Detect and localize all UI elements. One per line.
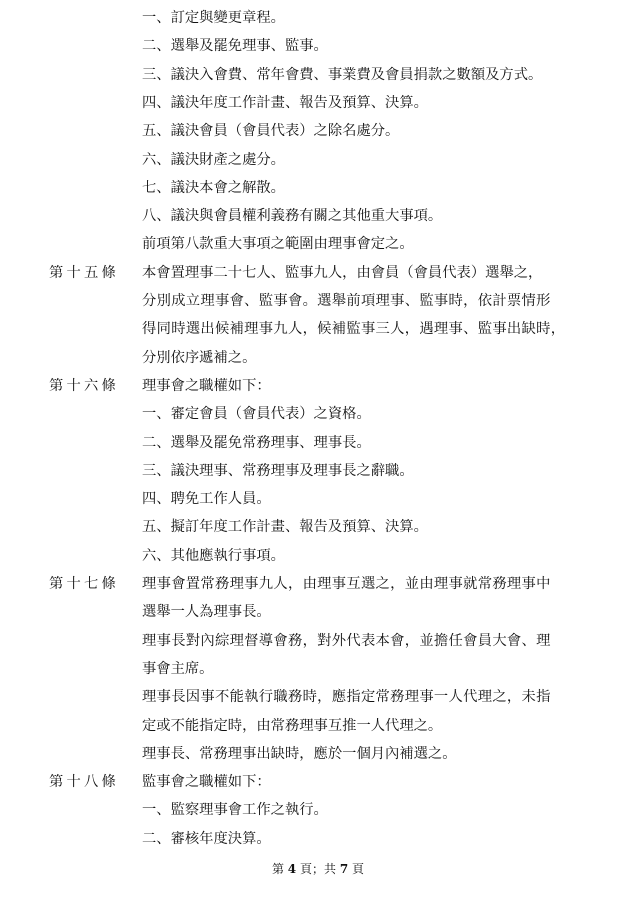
line-text: 七、議決本會之解散。 xyxy=(142,179,285,196)
line-text: 三、議決入會費、常年會費、事業費及會員捐款之數額及方式。 xyxy=(142,66,543,83)
document-line xyxy=(0,174,636,202)
document-line xyxy=(0,542,636,570)
document-line xyxy=(0,740,636,768)
document-line xyxy=(0,400,636,428)
footer-suffix: 頁 xyxy=(352,862,365,876)
line-text: 五、議決會員（會員代表）之除名處分。 xyxy=(142,123,400,140)
line-text: 二、審核年度決算。 xyxy=(142,830,271,847)
footer-middle: 頁；共 xyxy=(299,862,336,876)
article-number: 第十七條 xyxy=(49,576,119,592)
line-text: 選舉一人為理事長。 xyxy=(142,604,271,621)
document-line xyxy=(0,32,636,60)
article-heading-line xyxy=(0,372,636,400)
document-line xyxy=(0,117,636,145)
line-text: 理事長對內綜理督導會務，對外代表本會，並擔任會員大會、理 xyxy=(142,632,551,649)
document-line xyxy=(0,712,636,740)
article-heading-line xyxy=(0,570,636,598)
line-text: 分別依序遞補之。 xyxy=(142,349,257,366)
document-line xyxy=(0,627,636,655)
line-text: 理事長因事不能執行職務時，應指定常務理事一人代理之，未指 xyxy=(142,689,551,706)
document-line xyxy=(0,230,636,258)
line-text: 六、其他應執行事項。 xyxy=(142,547,285,564)
line-text: 理事會置常務理事九人，由理事互選之，並由理事就常務理事中 xyxy=(142,576,551,592)
line-text: 一、監察理事會工作之執行。 xyxy=(142,802,328,819)
line-text: 本會置理事二十七人、監事九人，由會員（會員代表）選舉之， xyxy=(142,264,543,281)
line-text: 一、審定會員（會員代表）之資格。 xyxy=(142,406,371,423)
line-text: 理事長、常務理事出缺時，應於一個月內補選之。 xyxy=(142,745,457,762)
line-text: 得同時選出候補理事九人，候補監事三人，遇理事、監事出缺時， xyxy=(142,321,566,338)
line-text: 理事會之職權如下： xyxy=(142,377,271,394)
document-line xyxy=(0,344,636,372)
line-text: 分別成立理事會、監事會。選舉前項理事、監事時，依計票情形 xyxy=(142,293,551,309)
line-text: 前項第八款重大事項之範圍由理事會定之。 xyxy=(142,236,414,253)
document-line xyxy=(0,683,636,711)
line-text: 三、議決理事、常務理事及理事長之辭職。 xyxy=(142,462,414,479)
document-line xyxy=(0,287,636,315)
line-text: 事會主席。 xyxy=(142,660,214,677)
document-line xyxy=(0,202,636,230)
document-line xyxy=(0,89,636,117)
line-text: 二、選舉及罷免常務理事、理事長。 xyxy=(142,434,371,451)
footer-prefix: 第 xyxy=(271,862,284,876)
document-line xyxy=(0,429,636,457)
document-line xyxy=(0,4,636,32)
article-heading-line xyxy=(0,259,636,287)
line-text: 二、選舉及罷免理事、監事。 xyxy=(142,38,328,55)
line-text: 一、訂定與變更章程。 xyxy=(142,10,285,26)
document-line xyxy=(0,146,636,174)
document-line xyxy=(0,513,636,541)
document-line xyxy=(0,825,636,853)
total-pages-number: 7 xyxy=(339,862,349,876)
article-number: 第十六條 xyxy=(49,377,119,394)
article-number: 第十五條 xyxy=(49,264,119,281)
document-line xyxy=(0,61,636,89)
line-text: 八、議決與會員權利義務有關之其他重大事項。 xyxy=(142,208,443,225)
document-line xyxy=(0,485,636,513)
article-number: 第十八條 xyxy=(49,774,119,791)
line-text: 四、議決年度工作計畫、報告及預算、決算。 xyxy=(142,94,428,111)
document-line xyxy=(0,598,636,626)
document-line xyxy=(0,796,636,824)
document-line xyxy=(0,457,636,485)
article-heading-line xyxy=(0,768,636,796)
line-text: 六、議決財產之處分。 xyxy=(142,151,285,168)
document-line xyxy=(0,655,636,683)
document-line xyxy=(0,315,636,343)
page-footer xyxy=(0,859,636,879)
line-text: 定或不能指定時，由常務理事互推一人代理之。 xyxy=(142,717,443,734)
current-page-number: 4 xyxy=(287,862,297,876)
line-text: 四、聘免工作人員。 xyxy=(142,491,271,508)
line-text: 監事會之職權如下： xyxy=(142,774,271,791)
line-text: 五、擬訂年度工作計畫、報告及預算、決算。 xyxy=(142,519,428,536)
